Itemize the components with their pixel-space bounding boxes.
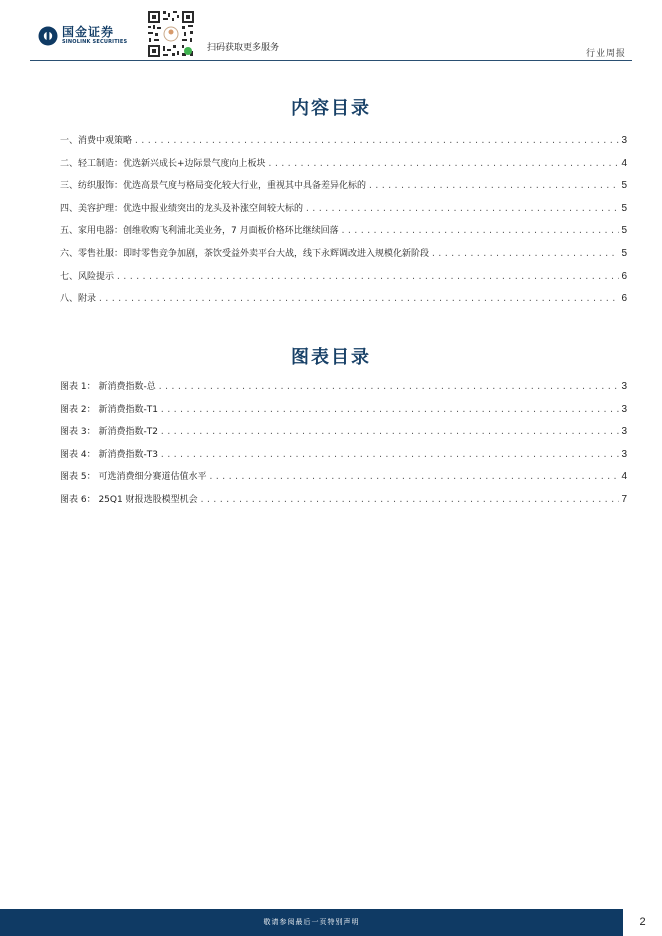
header-divider <box>30 60 632 61</box>
chart-entry-label: 图表 2： 新消费指数-T1 <box>60 404 158 415</box>
logo-chinese-name: 国金证券 <box>62 25 115 39</box>
dot-leader <box>98 294 619 303</box>
dot-leader <box>160 405 620 414</box>
footer-disclaimer-bar: 敬请参阅最后一页特别声明 <box>0 909 623 936</box>
toc-entry[interactable] <box>60 178 627 201</box>
scan-for-services-text: 扫码获取更多服务 <box>207 43 280 53</box>
chart-entry-page: 3 <box>621 426 627 438</box>
toc-entry-page: 4 <box>621 157 627 169</box>
dot-leader <box>134 136 619 145</box>
toc-entry-label: 三、纺织服饰：优选高景气度与格局变化较大行业，重视其中具备差异化标的 <box>60 181 367 192</box>
charts-list <box>60 379 627 515</box>
dot-leader <box>160 450 620 459</box>
contents-list <box>60 133 627 314</box>
chart-entry-label: 图表 4： 新消费指数-T3 <box>60 449 158 460</box>
dot-leader <box>341 226 620 235</box>
chart-entry-label: 图表 3： 新消费指数-T2 <box>60 427 158 438</box>
dot-leader <box>158 382 620 391</box>
logo-english-name: SINOLINK SECURITIES <box>62 39 128 45</box>
sinolink-logo <box>38 26 127 46</box>
footer-page-number: 2 <box>639 916 646 928</box>
chart-entry[interactable] <box>60 469 627 492</box>
toc-entry[interactable] <box>60 269 627 292</box>
chart-entry-page: 3 <box>621 381 627 392</box>
chart-entry[interactable] <box>60 402 627 425</box>
report-category: 行业周报 <box>585 49 626 59</box>
chart-entry-label: 图表 6： 25Q1 财报选股模型机会 <box>60 494 198 505</box>
toc-entry[interactable] <box>60 223 627 246</box>
page-header <box>0 0 662 62</box>
toc-entry[interactable] <box>60 133 627 156</box>
toc-entry-page: 5 <box>621 247 627 259</box>
toc-entry-label: 八、附录 <box>60 294 97 305</box>
dot-leader <box>431 249 619 258</box>
dot-leader <box>368 181 619 190</box>
toc-entry-page: 5 <box>621 202 627 214</box>
dot-leader <box>208 472 619 481</box>
chart-entry-page: 4 <box>621 471 627 483</box>
dot-leader <box>200 495 620 504</box>
sinolink-logo-icon <box>38 26 58 46</box>
toc-entry[interactable] <box>60 156 627 179</box>
toc-entry-label: 七、风险提示 <box>60 271 115 282</box>
toc-entry[interactable] <box>60 246 627 269</box>
toc-entry-page: 5 <box>621 225 627 237</box>
dot-leader <box>268 159 620 168</box>
toc-entry-label: 二、轻工制造：优选新兴成长+边际景气度向上板块 <box>60 158 266 169</box>
chart-entry[interactable] <box>60 424 627 447</box>
chart-entry-page: 3 <box>621 448 627 460</box>
dot-leader <box>160 427 620 436</box>
chart-entry[interactable] <box>60 447 627 470</box>
dot-leader <box>305 204 619 213</box>
chart-entry[interactable] <box>60 492 627 515</box>
qr-code-icon[interactable] <box>146 9 196 59</box>
contents-title: 内容目录 <box>291 98 371 119</box>
toc-entry-page: 5 <box>621 180 627 192</box>
charts-title: 图表目录 <box>291 347 371 368</box>
toc-entry[interactable] <box>60 291 627 314</box>
dot-leader <box>116 272 619 281</box>
toc-entry-label: 五、家用电器：创维收购飞利浦北美业务，7 月面板价格环比继续回落 <box>60 226 339 237</box>
toc-entry-label: 一、消费中观策略 <box>60 136 133 146</box>
toc-entry-page: 6 <box>621 293 627 305</box>
toc-entry[interactable] <box>60 201 627 224</box>
chart-entry-page: 3 <box>621 403 627 415</box>
toc-entry-page: 6 <box>621 270 627 282</box>
chart-entry-label: 图表 1： 新消费指数-总 <box>60 382 156 392</box>
toc-entry-page: 3 <box>621 135 627 146</box>
toc-entry-label: 四、美容护理：优选中报业绩突出的龙头及补涨空间较大标的 <box>60 203 304 214</box>
chart-entry[interactable] <box>60 379 627 402</box>
chart-entry-label: 图表 5： 可选消费细分赛道估值水平 <box>60 472 207 483</box>
chart-entry-page: 7 <box>621 493 627 505</box>
toc-entry-label: 六、零售社服：即时零售竞争加剧，茶饮受益外卖平台大战，线下永辉调改进入规模化新阶段 <box>60 248 430 259</box>
